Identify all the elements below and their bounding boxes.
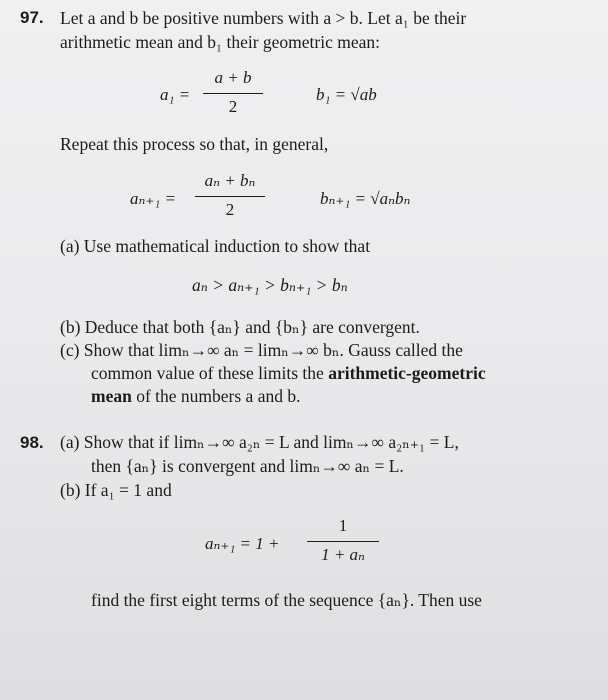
part-b-text: (b) Deduce that both {aₙ} and {bₙ} are convergent.: [60, 317, 420, 337]
problem-98-part-a-line2: then {aₙ} is convergent and limₙ→∞ aₙ = L.: [91, 456, 404, 476]
part-c-line3-term: mean: [91, 386, 132, 406]
eq3-lhs: aₙ₊₁ = 1 +: [205, 534, 280, 553]
problem-98-number: 98.: [20, 433, 44, 452]
eq1-denominator: 2: [228, 97, 238, 116]
part-c-line1: (c) Show that limₙ→∞ aₙ = limₙ→∞ bₙ. Gauss called the: [60, 340, 463, 360]
part-c-line2: [91, 362, 486, 384]
eq1-fraction-bar: [203, 93, 263, 94]
eq1-lhs: a₁ =: [160, 85, 191, 104]
problem-98-part-b: (b) If a₁ = 1 and: [60, 480, 172, 500]
part-c-line3: [91, 385, 300, 407]
eq3-denominator: 1 + aₙ: [321, 545, 365, 564]
part-a-text: (a) Use mathematical induction to show that: [60, 236, 371, 256]
problem-97-intro-line2: arithmetic mean and b₁ their geometric mean:: [60, 32, 380, 52]
inequality-chain: aₙ > aₙ₊₁ > bₙ₊₁ > bₙ: [192, 275, 348, 295]
eq2-geometric-mean: bₙ₊₁ = √aₙbₙ: [320, 189, 411, 208]
eq1-geometric-mean: b₁ = √ab: [316, 85, 377, 104]
problem-98-last-line: find the first eight terms of the sequence {aₙ}. Then use: [91, 590, 482, 610]
problem-98-part-a-line1: (a) Show that if limₙ→∞ a₂ₙ = L and limₙ→∞ a₂ₙ₊₁ = L,: [60, 432, 459, 452]
eq3-numerator: 1: [338, 516, 348, 535]
eq2-numerator: aₙ + bₙ: [204, 171, 256, 190]
eq2-denominator: 2: [225, 200, 235, 219]
part-c-line2-prefix: common value of these limits the: [91, 363, 329, 383]
eq2-fraction-bar: [195, 196, 265, 197]
part-c-line2-term: arithmetic-geometric: [328, 363, 486, 383]
problem-97-number: 97.: [20, 8, 44, 27]
part-c-line3-suffix: of the numbers a and b.: [131, 386, 301, 406]
problem-97-intro-line1: Let a and b be positive numbers with a > b. Let a₁ be their: [60, 8, 467, 28]
repeat-text: Repeat this process so that, in general,: [60, 134, 329, 154]
eq1-numerator: a + b: [214, 68, 252, 87]
eq2-lhs: aₙ₊₁ =: [130, 189, 176, 208]
eq3-fraction-bar: [307, 541, 379, 542]
